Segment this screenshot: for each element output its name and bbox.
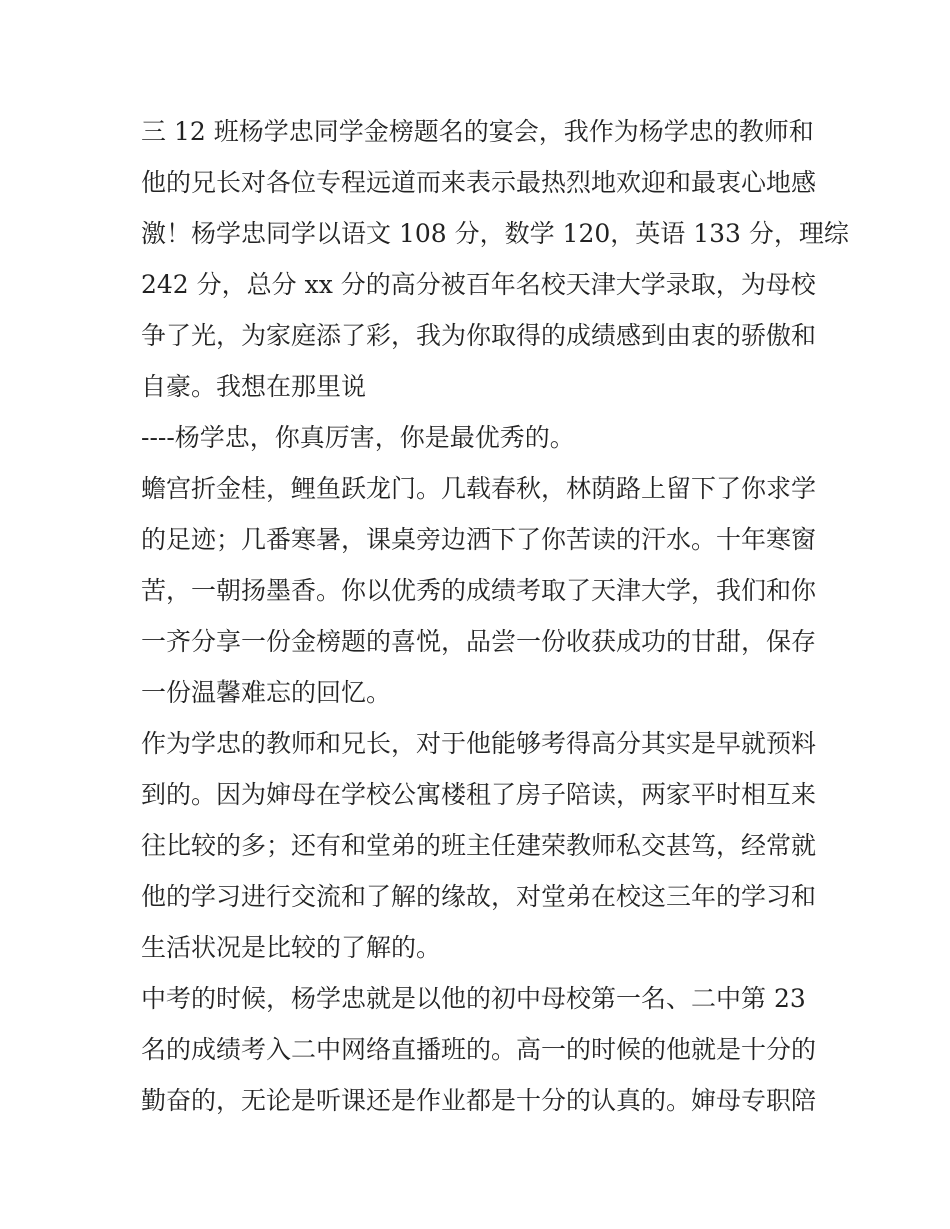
text-line: 他的学习进行交流和了解的缘故，对堂弟在校这三年的学习和 bbox=[141, 882, 817, 911]
document-body bbox=[141, 106, 849, 1126]
text-line: 一份温馨难忘的回忆。 bbox=[141, 678, 392, 707]
text-line: 他的兄长对各位专程远道而来表示最热烈地欢迎和最衷心地感 bbox=[141, 168, 817, 197]
text-line: 自豪。我想在那里说 bbox=[141, 372, 367, 401]
text-line: 一齐分享一份金榜题的喜悦，品尝一份收获成功的甘甜，保存 bbox=[141, 627, 817, 656]
text-line: 作为学忠的教师和兄长，对于他能够考得高分其实是早就预料 bbox=[141, 729, 817, 758]
text-line: 激！杨学忠同学以语文 108 分，数学 120，英语 133 分，理综 bbox=[141, 219, 849, 248]
text-line: 的足迹；几番寒暑，课桌旁边洒下了你苦读的汗水。十年寒窗 bbox=[141, 525, 817, 554]
text-line: 蟾宫折金桂，鲤鱼跃龙门。几载春秋，林荫路上留下了你求学 bbox=[141, 474, 817, 503]
text-line: 往比较的多；还有和堂弟的班主任建荣教师私交甚笃，经常就 bbox=[141, 831, 817, 860]
text-line: 勤奋的，无论是听课还是作业都是十分的认真的。婶母专职陪 bbox=[141, 1086, 817, 1115]
text-line: 242 分，总分 xx 分的高分被百年名校天津大学录取，为母校 bbox=[141, 270, 816, 299]
text-line: 苦，一朝扬墨香。你以优秀的成绩考取了天津大学，我们和你 bbox=[141, 576, 817, 605]
text-line: 名的成绩考入二中网络直播班的。高一的时候的他就是十分的 bbox=[141, 1035, 817, 1064]
text-line: ----杨学忠，你真厉害，你是最优秀的。 bbox=[141, 423, 575, 452]
text-line: 生活状况是比较的了解的。 bbox=[141, 933, 442, 962]
text-line: 三 12 班杨学忠同学金榜题名的宴会，我作为杨学忠的教师和 bbox=[141, 117, 814, 146]
text-line: 争了光，为家庭添了彩，我为你取得的成绩感到由衷的骄傲和 bbox=[141, 321, 817, 350]
text-line: 到的。因为婶母在学校公寓楼租了房子陪读，两家平时相互来 bbox=[141, 780, 817, 809]
text-line: 中考的时候，杨学忠就是以他的初中母校第一名、二中第 23 bbox=[141, 984, 806, 1013]
